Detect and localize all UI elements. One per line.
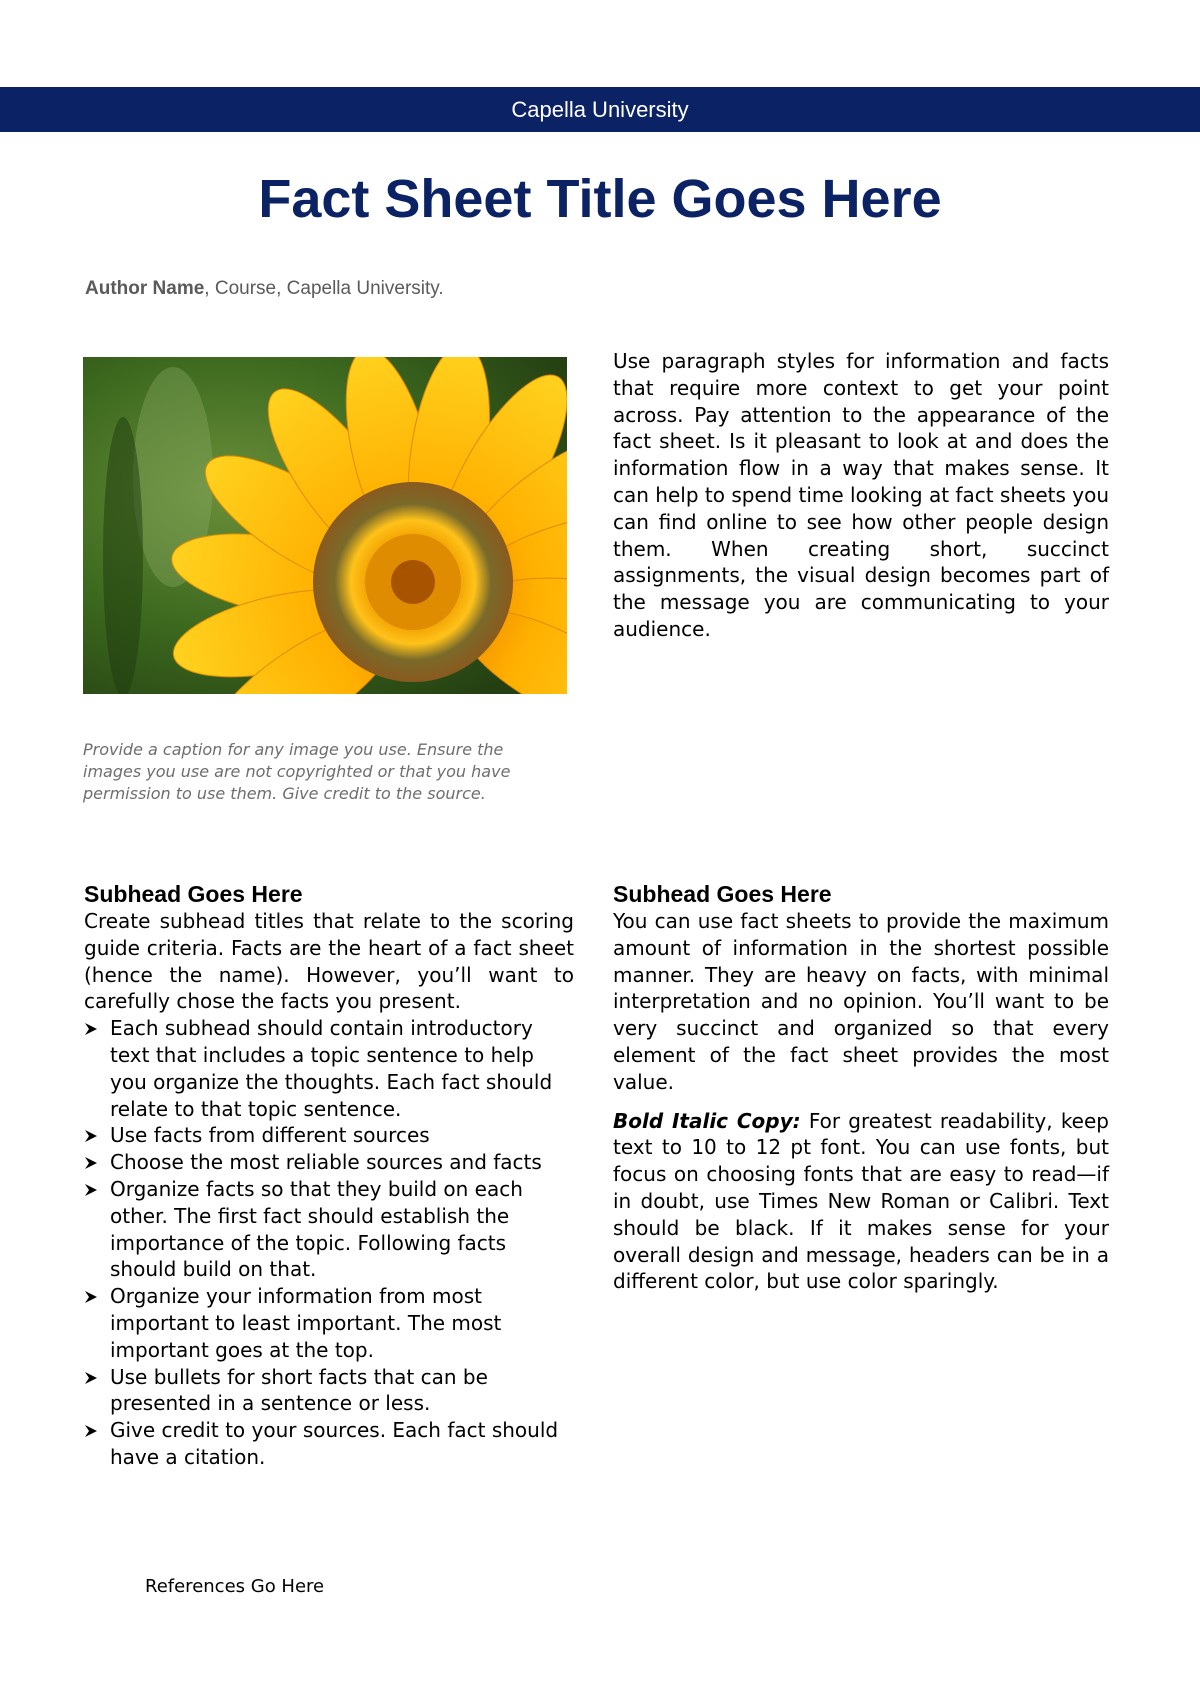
bullet-text: Use bullets for short facts that can be presented in a sentence or less. bbox=[110, 1364, 488, 1416]
byline-details: , Course, Capella University. bbox=[204, 278, 444, 299]
bullet-text: Organize your information from most important to least important. The most important goes at the top. bbox=[110, 1284, 502, 1362]
arrow-bullet-icon bbox=[84, 1371, 98, 1385]
references-footer: References Go Here bbox=[145, 1576, 325, 1597]
arrow-bullet-icon bbox=[84, 1290, 98, 1304]
list-item bbox=[84, 1283, 574, 1363]
list-item bbox=[84, 1015, 574, 1122]
fact-bullet-list bbox=[84, 1015, 574, 1471]
banner-title: Capella University bbox=[511, 96, 689, 122]
arrow-bullet-icon bbox=[84, 1022, 98, 1036]
bold-italic-lead: Bold Italic Copy: bbox=[613, 1108, 801, 1133]
bold-italic-body: For greatest readability, keep text to 10 to 12 pt font. You can use fonts, but focus on choosing fonts that are easy to read—if in doubt, use Times New Roman or Calibri. Text should be black. If it makes sense for your overall design and message, headers can be in a different color, but use color sparingly. bbox=[613, 1108, 1109, 1294]
list-item bbox=[84, 1364, 574, 1418]
list-item bbox=[84, 1176, 574, 1283]
list-item bbox=[84, 1149, 574, 1176]
author-name: Author Name bbox=[85, 278, 205, 299]
right-column bbox=[613, 880, 1109, 1295]
arrow-bullet-icon bbox=[84, 1424, 98, 1438]
left-subhead: Subhead Goes Here bbox=[84, 881, 303, 907]
list-item bbox=[84, 1417, 574, 1471]
flower-photo bbox=[83, 357, 567, 694]
flower-illustration bbox=[83, 357, 567, 694]
left-paragraph: Create subhead titles that relate to the scoring guide criteria. Facts are the heart of a fact sheet (hence the name). However, you’ll want to carefully chose the facts you present. bbox=[84, 909, 574, 1014]
right-paragraph: You can use fact sheets to provide the maximum amount of information in the shortest possible manner. They are heavy on facts, with minimal interpretation and no opinion. You’ll want to be very succinct and organized so that every element of the fact sheet provides the most value. bbox=[613, 909, 1109, 1094]
bullet-text: Organize facts so that they build on each other. The first fact should establish the importance of the topic. Following facts should build on that. bbox=[110, 1176, 523, 1282]
author-byline bbox=[85, 278, 444, 300]
intro-paragraph: Use paragraph styles for information and facts that require more context to get your point across. Pay attention to the appearance of the fact sheet. Is it pleasant to look at and does the information flow in a way that makes sense. It can help to spend time looking at fact sheets you can find online to see how other people design them. When creating short, succinct assignments, the visual design becomes part of the message you are communicating to your audience. bbox=[613, 349, 1109, 641]
arrow-bullet-icon bbox=[84, 1129, 98, 1143]
bullet-text: Use facts from different sources bbox=[110, 1123, 430, 1148]
header-banner bbox=[0, 87, 1200, 132]
arrow-bullet-icon bbox=[84, 1183, 98, 1197]
bullet-text: Choose the most reliable sources and facts bbox=[110, 1150, 542, 1175]
page-title: Fact Sheet Title Goes Here bbox=[258, 169, 942, 229]
right-subhead: Subhead Goes Here bbox=[613, 881, 832, 907]
image-caption: Provide a caption for any image you use. Ensure the images you use are not copyrighted or that you have permission to use them. Give credit to the source. bbox=[83, 740, 511, 803]
arrow-bullet-icon bbox=[84, 1156, 98, 1170]
list-item bbox=[84, 1122, 574, 1149]
left-column bbox=[84, 880, 574, 1471]
bold-italic-paragraph bbox=[613, 1108, 1109, 1296]
bullet-text: Each subhead should contain introductory text that includes a topic sentence to help you organize the thoughts. Each fact should relate to that topic sentence. bbox=[110, 1016, 553, 1121]
bullet-text: Give credit to your sources. Each fact should have a citation. bbox=[110, 1418, 559, 1469]
